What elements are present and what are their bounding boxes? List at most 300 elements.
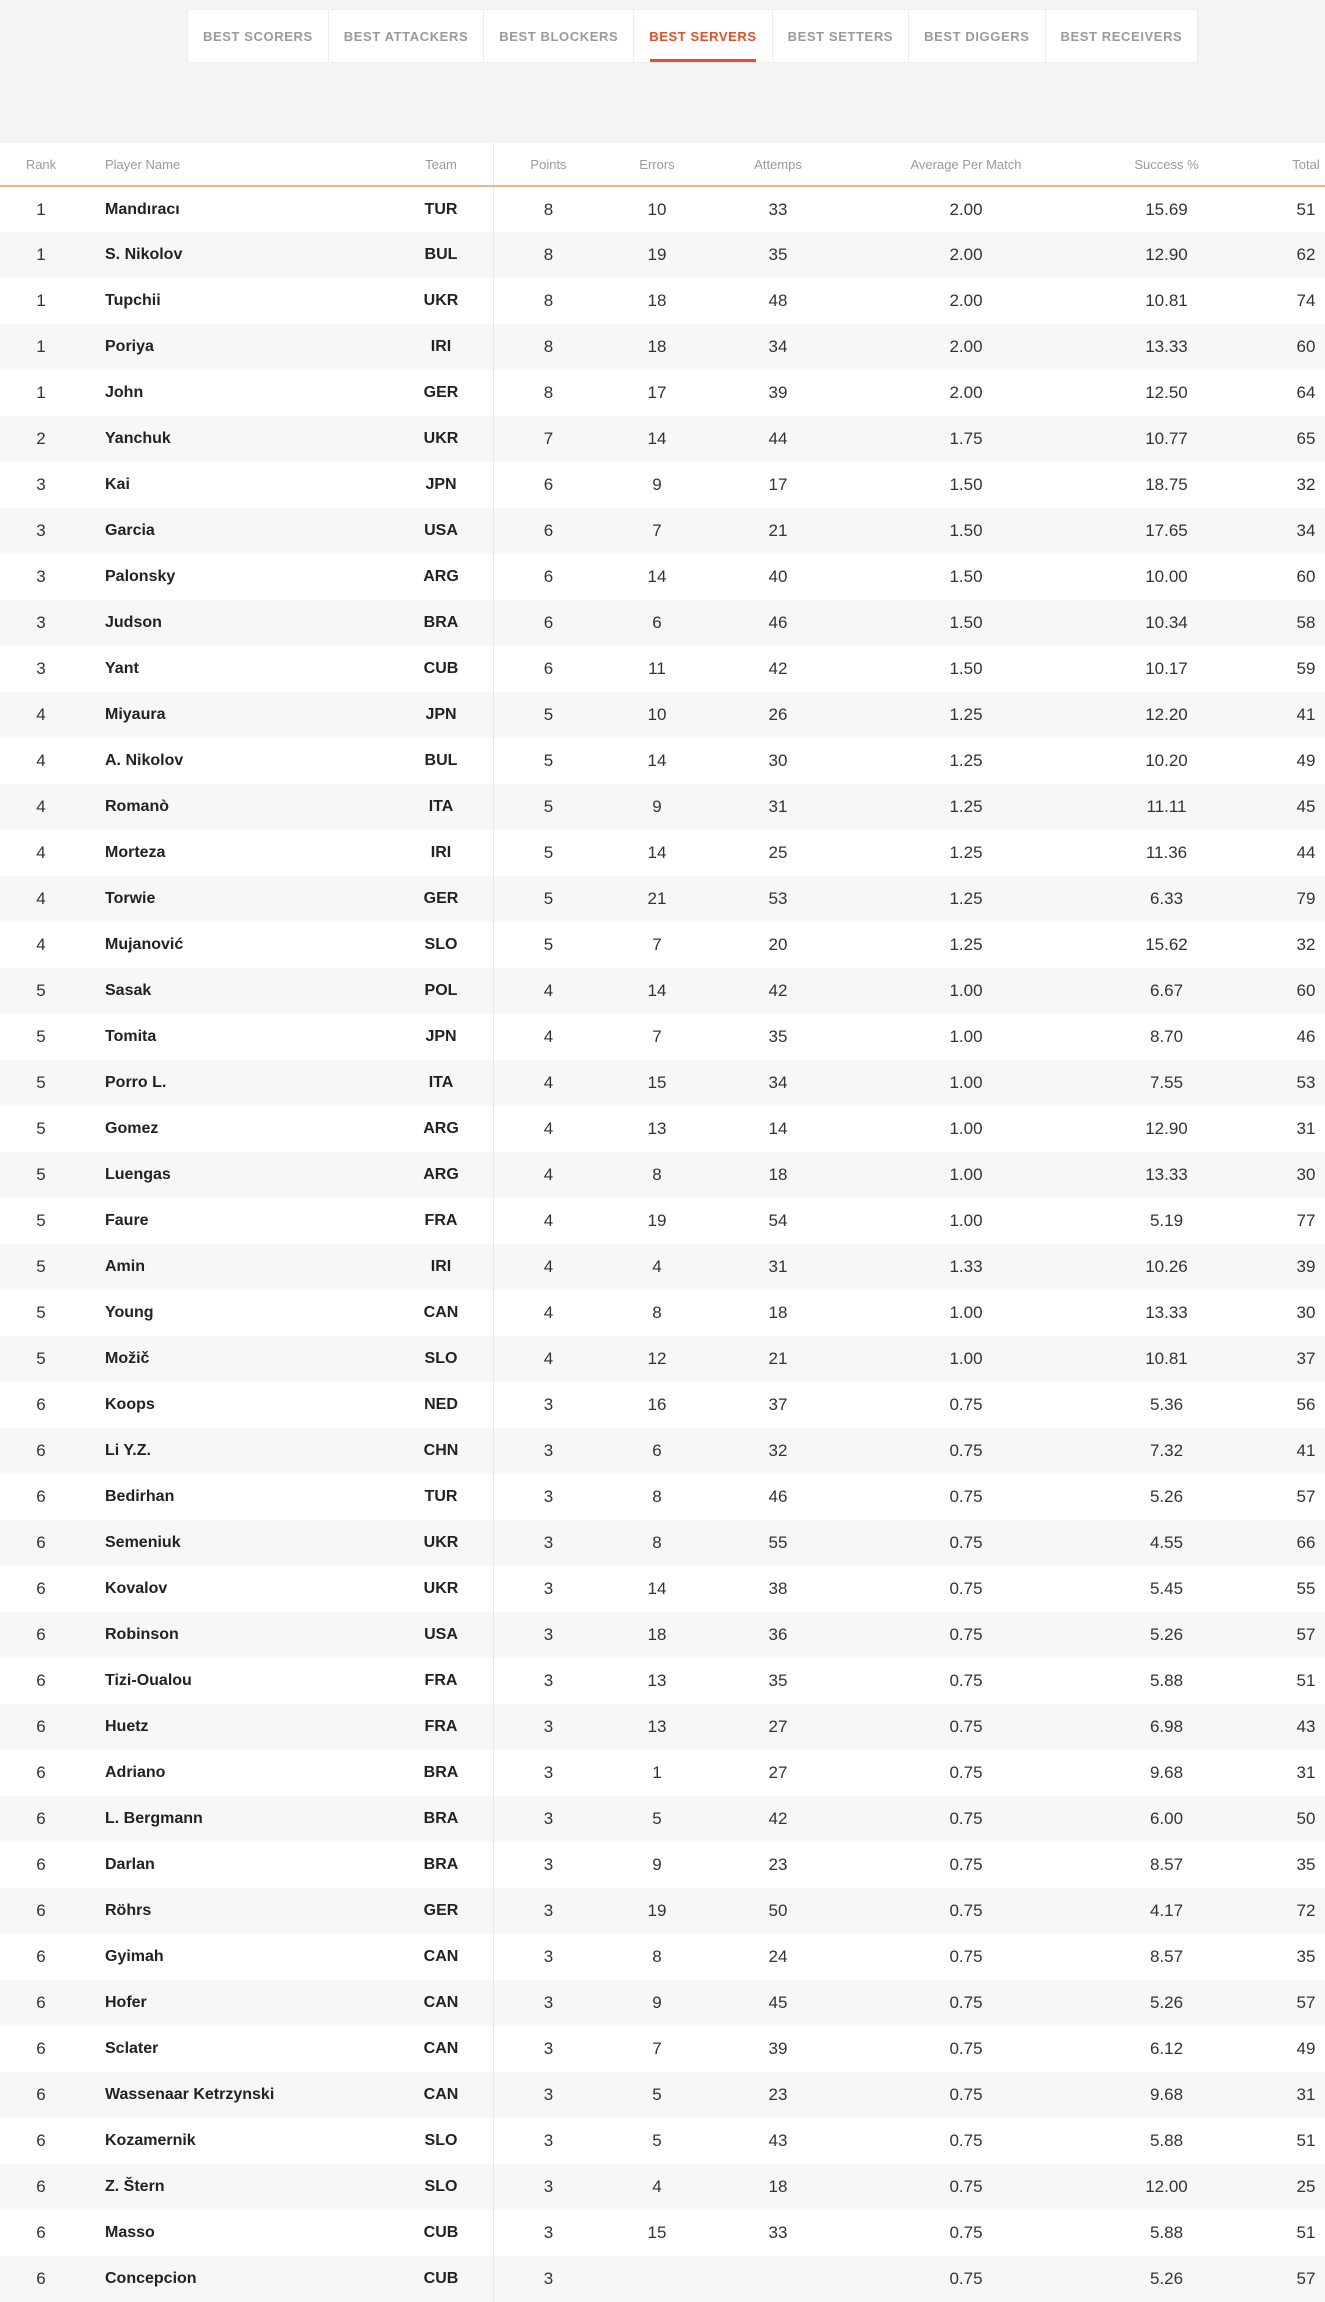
table-header-row xyxy=(0,143,1325,186)
cell-player-name: Röhrs xyxy=(105,1902,152,1919)
cell-average-per-match: 0.75 xyxy=(949,1809,983,1828)
column-header-rank[interactable]: Rank xyxy=(0,143,82,186)
cell-player-name: Luengas xyxy=(105,1166,171,1183)
cell-total: 49 xyxy=(1296,751,1316,770)
cell-team: UKR xyxy=(389,416,494,462)
cell-player-name: Judson xyxy=(105,614,162,631)
table-row xyxy=(0,922,1325,968)
cell-total: 51 xyxy=(1296,2131,1316,2150)
cell-errors: 11 xyxy=(648,659,666,678)
table-row xyxy=(0,1980,1325,2026)
cell-team: JPN xyxy=(389,462,494,508)
cell-attempts: 33 xyxy=(768,199,788,219)
cell-success-percent: 10.17 xyxy=(1145,659,1188,678)
cell-team: BRA xyxy=(389,1750,494,1796)
cell-errors: 5 xyxy=(652,2085,662,2104)
column-header-errors[interactable]: Errors xyxy=(603,143,711,186)
cell-rank: 4 xyxy=(36,889,46,908)
cell-average-per-match: 0.75 xyxy=(949,1855,983,1874)
cell-player-name: A. Nikolov xyxy=(105,752,184,769)
cell-rank: 6 xyxy=(36,1395,46,1414)
cell-average-per-match: 2.00 xyxy=(949,337,983,356)
cell-errors: 14 xyxy=(647,567,667,586)
cell-rank: 4 xyxy=(36,935,46,954)
cell-success-percent: 15.69 xyxy=(1145,199,1188,219)
cell-rank: 6 xyxy=(36,2223,46,2242)
cell-attempts: 42 xyxy=(768,981,788,1000)
cell-player-name: Gomez xyxy=(105,1120,159,1137)
cell-player-name: Možič xyxy=(105,1350,150,1367)
cell-points: 3 xyxy=(543,2223,554,2242)
cell-team: ITA xyxy=(389,784,494,830)
cell-player-name: Hofer xyxy=(105,1994,147,2011)
cell-success-percent: 10.81 xyxy=(1145,291,1188,310)
cell-player-name: Concepcion xyxy=(105,2270,197,2287)
table-row xyxy=(0,232,1325,278)
cell-player-name: Young xyxy=(105,1304,154,1321)
cell-rank: 6 xyxy=(36,1487,46,1506)
cell-rank: 1 xyxy=(36,383,46,402)
cell-attempts: 27 xyxy=(768,1763,788,1782)
cell-player-name: Koops xyxy=(105,1396,155,1413)
cell-total: 72 xyxy=(1296,1901,1316,1920)
cell-attempts: 21 xyxy=(768,1349,788,1368)
table-row xyxy=(0,1658,1325,1704)
cell-player-name: Semeniuk xyxy=(105,1534,181,1551)
cell-average-per-match: 0.75 xyxy=(949,1533,983,1552)
table-row xyxy=(0,554,1325,600)
cell-points: 3 xyxy=(543,2085,554,2104)
cell-total: 64 xyxy=(1296,383,1316,402)
table-row xyxy=(0,1704,1325,1750)
column-header-attempts[interactable]: Attemps xyxy=(711,143,845,186)
cell-success-percent: 13.33 xyxy=(1145,1165,1188,1184)
cell-attempts: 26 xyxy=(768,705,788,724)
table-row xyxy=(0,1336,1325,1382)
column-header-average-per-match[interactable]: Average Per Match xyxy=(845,143,1087,186)
cell-total: 57 xyxy=(1296,1993,1316,2012)
cell-player-name: Kozamernik xyxy=(105,2132,196,2149)
cell-success-percent: 4.17 xyxy=(1149,1901,1184,1920)
cell-player-name: Romanò xyxy=(105,798,169,815)
cell-points: 6 xyxy=(543,521,554,540)
cell-rank: 5 xyxy=(36,1165,46,1184)
cell-errors: 15 xyxy=(647,2223,667,2242)
cell-attempts: 33 xyxy=(768,2223,788,2242)
table-row xyxy=(0,876,1325,922)
cell-success-percent: 17.65 xyxy=(1145,521,1188,540)
table-row xyxy=(0,1888,1325,1934)
cell-average-per-match: 1.50 xyxy=(949,659,983,678)
cell-rank: 5 xyxy=(36,1211,46,1230)
column-header-points[interactable]: Points xyxy=(494,143,604,186)
cell-player-name: Mandıracı xyxy=(105,200,180,218)
cell-player-name: Torwie xyxy=(105,890,156,907)
cell-points: 5 xyxy=(543,843,554,862)
cell-average-per-match: 0.75 xyxy=(949,1625,983,1644)
table-row xyxy=(0,692,1325,738)
table-row xyxy=(0,2118,1325,2164)
table-row xyxy=(0,1014,1325,1060)
cell-total: 57 xyxy=(1296,2269,1316,2288)
cell-rank: 6 xyxy=(36,1901,46,1920)
cell-success-percent: 13.33 xyxy=(1145,1303,1188,1322)
cell-player-name: Amin xyxy=(105,1258,145,1275)
table-row xyxy=(0,1796,1325,1842)
table-row xyxy=(0,784,1325,830)
cell-total: 30 xyxy=(1296,1303,1316,1322)
table-row xyxy=(0,1106,1325,1152)
cell-average-per-match: 0.75 xyxy=(949,2039,983,2058)
cell-team: FRA xyxy=(389,1658,494,1704)
cell-attempts: 54 xyxy=(768,1211,788,1230)
cell-rank: 3 xyxy=(36,475,46,494)
cell-points: 5 xyxy=(543,889,554,908)
cell-team: CUB xyxy=(389,2210,494,2256)
cell-rank: 3 xyxy=(36,567,46,586)
cell-team: POL xyxy=(389,968,494,1014)
cell-points: 8 xyxy=(543,337,554,356)
cell-team: SLO xyxy=(389,1336,494,1382)
cell-player-name: Z. Štern xyxy=(105,2178,165,2195)
cell-team: ARG xyxy=(389,554,494,600)
cell-rank: 1 xyxy=(36,245,46,264)
cell-points: 3 xyxy=(543,2131,554,2150)
table-row xyxy=(0,1428,1325,1474)
cell-errors: 7 xyxy=(652,935,662,954)
cell-attempts: 46 xyxy=(768,613,788,632)
cell-points: 4 xyxy=(543,1165,554,1184)
cell-player-name: Kai xyxy=(105,476,130,493)
cell-rank: 1 xyxy=(36,337,46,356)
cell-player-name: Li Y.Z. xyxy=(105,1442,151,1459)
cell-player-name: Sclater xyxy=(105,2040,159,2057)
cell-success-percent: 6.12 xyxy=(1149,2039,1184,2058)
cell-total: 77 xyxy=(1296,1211,1316,1230)
cell-errors: 10 xyxy=(647,705,667,724)
cell-points: 3 xyxy=(543,1625,554,1644)
cell-rank: 6 xyxy=(36,1533,46,1552)
cell-attempts: 31 xyxy=(768,1257,788,1276)
cell-success-percent: 12.90 xyxy=(1145,1119,1188,1138)
cell-points: 5 xyxy=(543,797,554,816)
cell-team: BRA xyxy=(389,1842,494,1888)
cell-points: 5 xyxy=(543,935,554,954)
cell-average-per-match: 1.50 xyxy=(949,475,983,494)
cell-team: USA xyxy=(389,1612,494,1658)
cell-average-per-match: 1.50 xyxy=(949,521,983,540)
cell-attempts: 14 xyxy=(768,1119,788,1138)
cell-success-percent: 5.26 xyxy=(1149,1625,1184,1644)
stats-category-tabs xyxy=(187,9,1198,63)
tab-best-servers[interactable]: BEST SERVERS xyxy=(634,10,772,62)
cell-average-per-match: 1.25 xyxy=(949,889,983,908)
cell-errors: 14 xyxy=(647,751,667,770)
cell-team: CAN xyxy=(389,1290,494,1336)
best-servers-table xyxy=(0,143,1325,2302)
tab-best-blockers[interactable]: BEST BLOCKERS xyxy=(484,10,634,62)
cell-points: 4 xyxy=(543,981,554,1000)
cell-success-percent: 10.81 xyxy=(1145,1349,1188,1368)
cell-player-name: Tupchii xyxy=(105,292,161,309)
cell-points: 4 xyxy=(543,1027,554,1046)
cell-team: TUR xyxy=(389,1474,494,1520)
cell-points: 3 xyxy=(543,1855,554,1874)
cell-errors: 14 xyxy=(647,843,667,862)
cell-average-per-match: 0.75 xyxy=(949,1395,983,1414)
cell-rank: 4 xyxy=(36,843,46,862)
column-header-player-name[interactable]: Player Name xyxy=(82,143,389,186)
cell-errors: 8 xyxy=(652,1947,662,1966)
cell-average-per-match: 1.33 xyxy=(949,1257,983,1276)
column-header-success-percent[interactable]: Success % xyxy=(1087,143,1246,186)
cell-attempts: 31 xyxy=(768,797,788,816)
cell-success-percent: 15.62 xyxy=(1145,935,1188,954)
cell-rank: 5 xyxy=(36,1349,46,1368)
cell-average-per-match: 0.75 xyxy=(949,1901,983,1920)
cell-points: 3 xyxy=(543,1947,554,1966)
cell-points: 4 xyxy=(543,1349,554,1368)
cell-points: 3 xyxy=(543,1441,554,1460)
cell-player-name: Huetz xyxy=(105,1718,149,1735)
cell-attempts: 18 xyxy=(768,2177,788,2196)
cell-total: 35 xyxy=(1296,1855,1316,1874)
cell-player-name: Robinson xyxy=(105,1626,179,1643)
cell-average-per-match: 0.75 xyxy=(949,2269,983,2288)
cell-success-percent: 7.55 xyxy=(1149,1073,1184,1092)
table-row xyxy=(0,1612,1325,1658)
cell-team: SLO xyxy=(389,2164,494,2210)
tab-best-diggers[interactable]: BEST DIGGERS xyxy=(909,10,1045,62)
cell-total: 57 xyxy=(1296,1487,1316,1506)
cell-points: 3 xyxy=(543,2039,554,2058)
cell-team: BRA xyxy=(389,1796,494,1842)
cell-average-per-match: 0.75 xyxy=(949,1717,983,1736)
cell-total: 37 xyxy=(1296,1349,1316,1368)
cell-average-per-match: 0.75 xyxy=(949,1947,983,1966)
cell-points: 3 xyxy=(543,1809,554,1828)
table-row xyxy=(0,186,1325,232)
cell-player-name: Mujanović xyxy=(105,936,184,953)
cell-total: 31 xyxy=(1296,1763,1316,1782)
cell-success-percent: 10.00 xyxy=(1145,567,1188,586)
cell-team: CHN xyxy=(389,1428,494,1474)
cell-errors: 19 xyxy=(647,1211,667,1230)
cell-points: 4 xyxy=(543,1073,554,1092)
cell-points: 7 xyxy=(543,429,554,448)
cell-rank: 6 xyxy=(36,2177,46,2196)
tab-best-setters[interactable]: BEST SETTERS xyxy=(773,10,909,62)
cell-team: USA xyxy=(389,508,494,554)
cell-points: 8 xyxy=(543,383,554,402)
cell-rank: 4 xyxy=(36,751,46,770)
cell-player-name: Sasak xyxy=(105,982,152,999)
cell-attempts: 44 xyxy=(768,429,788,448)
cell-team: GER xyxy=(389,876,494,922)
cell-average-per-match: 2.00 xyxy=(949,291,983,310)
cell-total: 49 xyxy=(1296,2039,1316,2058)
cell-attempts: 53 xyxy=(768,889,788,908)
cell-team: CAN xyxy=(389,2072,494,2118)
cell-success-percent: 11.11 xyxy=(1146,797,1187,816)
cell-team: CUB xyxy=(389,646,494,692)
cell-rank: 5 xyxy=(36,981,46,1000)
cell-team: UKR xyxy=(389,1520,494,1566)
cell-rank: 6 xyxy=(36,1763,46,1782)
cell-errors: 5 xyxy=(652,2131,662,2150)
cell-total: 31 xyxy=(1296,2085,1316,2104)
cell-rank: 6 xyxy=(36,1717,46,1736)
table-row xyxy=(0,324,1325,370)
table-row xyxy=(0,1198,1325,1244)
cell-team: BUL xyxy=(389,232,494,278)
cell-average-per-match: 0.75 xyxy=(949,1993,983,2012)
cell-points: 5 xyxy=(543,705,554,724)
cell-errors: 16 xyxy=(647,1395,667,1414)
table-row xyxy=(0,738,1325,784)
cell-points: 3 xyxy=(543,1993,554,2012)
cell-points: 3 xyxy=(543,2177,554,2196)
cell-rank: 6 xyxy=(36,1579,46,1598)
cell-attempts: 55 xyxy=(768,1533,788,1552)
cell-points: 4 xyxy=(543,1303,554,1322)
cell-team: BUL xyxy=(389,738,494,784)
table-header xyxy=(0,143,1325,186)
cell-average-per-match: 1.00 xyxy=(949,1073,983,1092)
cell-attempts: 32 xyxy=(768,1441,788,1460)
cell-average-per-match: 0.75 xyxy=(949,1671,983,1690)
cell-team: BRA xyxy=(389,600,494,646)
cell-attempts: 48 xyxy=(768,291,788,310)
table-row xyxy=(0,1382,1325,1428)
cell-average-per-match: 1.00 xyxy=(949,1303,983,1322)
cell-average-per-match: 1.00 xyxy=(949,1027,983,1046)
cell-success-percent: 5.26 xyxy=(1149,1487,1184,1506)
cell-average-per-match: 1.25 xyxy=(949,797,983,816)
table-row xyxy=(0,2256,1325,2302)
cell-team: ARG xyxy=(389,1152,494,1198)
cell-player-name: John xyxy=(105,384,144,401)
cell-success-percent: 5.19 xyxy=(1149,1211,1184,1230)
cell-errors: 7 xyxy=(652,1027,662,1046)
cell-points: 6 xyxy=(543,567,554,586)
cell-player-name: Yant xyxy=(105,660,139,677)
table-row xyxy=(0,1750,1325,1796)
cell-team: IRI xyxy=(389,324,494,370)
cell-errors: 14 xyxy=(647,981,667,1000)
cell-team: UKR xyxy=(389,1566,494,1612)
cell-rank: 5 xyxy=(36,1119,46,1138)
cell-success-percent: 5.45 xyxy=(1149,1579,1184,1598)
cell-team: FRA xyxy=(389,1704,494,1750)
cell-success-percent: 5.36 xyxy=(1149,1395,1184,1414)
cell-success-percent: 12.20 xyxy=(1145,705,1188,724)
cell-player-name: Morteza xyxy=(105,844,166,861)
cell-errors: 18 xyxy=(647,1625,667,1644)
cell-attempts: 50 xyxy=(768,1901,788,1920)
cell-success-percent: 12.50 xyxy=(1145,383,1188,402)
cell-success-percent: 10.20 xyxy=(1145,751,1188,770)
cell-team: CAN xyxy=(389,2026,494,2072)
cell-success-percent: 6.00 xyxy=(1149,1809,1184,1828)
cell-average-per-match: 0.75 xyxy=(949,1487,983,1506)
cell-points: 3 xyxy=(543,1533,554,1552)
cell-rank: 6 xyxy=(36,1441,46,1460)
tab-best-receivers[interactable]: BEST RECEIVERS xyxy=(1060,28,1183,44)
cell-attempts: 39 xyxy=(768,383,788,402)
cell-errors: 10 xyxy=(647,199,667,219)
cell-total: 30 xyxy=(1296,1165,1316,1184)
cell-total: 25 xyxy=(1296,2177,1316,2196)
cell-total: 45 xyxy=(1296,797,1316,816)
cell-attempts: 38 xyxy=(768,1579,788,1598)
column-header-team[interactable]: Team xyxy=(389,143,494,186)
cell-attempts: 35 xyxy=(768,245,788,264)
cell-total: 58 xyxy=(1296,613,1316,632)
cell-errors: 18 xyxy=(647,337,667,356)
cell-errors: 6 xyxy=(652,613,662,632)
table-row xyxy=(0,2210,1325,2256)
cell-total: 51 xyxy=(1296,2223,1316,2242)
cell-player-name: Masso xyxy=(105,2224,155,2241)
column-header-total[interactable]: Total xyxy=(1246,143,1325,186)
cell-total: 60 xyxy=(1296,981,1316,1000)
cell-rank: 6 xyxy=(36,1993,46,2012)
cell-points: 6 xyxy=(543,475,554,494)
cell-team: GER xyxy=(389,370,494,416)
cell-success-percent: 5.26 xyxy=(1149,2269,1184,2288)
cell-points: 3 xyxy=(543,1395,554,1414)
cell-success-percent: 6.67 xyxy=(1149,981,1184,1000)
cell-errors xyxy=(603,2256,711,2302)
cell-errors: 8 xyxy=(652,1303,662,1322)
tab-best-scorers[interactable]: BEST SCORERS xyxy=(188,10,329,62)
cell-average-per-match: 1.25 xyxy=(949,935,983,954)
cell-total: 34 xyxy=(1296,521,1316,540)
cell-total: 53 xyxy=(1296,1073,1316,1092)
cell-team: NED xyxy=(389,1382,494,1428)
table-row xyxy=(0,1566,1325,1612)
cell-errors: 13 xyxy=(647,1119,667,1138)
cell-rank: 5 xyxy=(36,1027,46,1046)
cell-average-per-match: 0.75 xyxy=(949,2177,983,2196)
cell-total: 51 xyxy=(1296,199,1316,219)
table-row xyxy=(0,968,1325,1014)
cell-points: 5 xyxy=(543,751,554,770)
cell-success-percent: 13.33 xyxy=(1145,337,1188,356)
cell-success-percent: 5.26 xyxy=(1149,1993,1184,2012)
cell-success-percent: 5.88 xyxy=(1149,2131,1184,2150)
cell-total: 57 xyxy=(1296,1625,1316,1644)
cell-attempts: 37 xyxy=(768,1395,788,1414)
cell-average-per-match: 0.75 xyxy=(949,2223,983,2242)
cell-rank: 5 xyxy=(36,1257,46,1276)
cell-total: 41 xyxy=(1296,705,1316,724)
cell-errors: 13 xyxy=(647,1717,667,1736)
cell-success-percent: 5.88 xyxy=(1149,1671,1184,1690)
tab-best-attackers[interactable]: BEST ATTACKERS xyxy=(329,10,484,62)
cell-rank: 1 xyxy=(36,291,46,310)
cell-total: 59 xyxy=(1296,659,1316,678)
cell-success-percent: 9.68 xyxy=(1149,1763,1184,1782)
cell-total: 74 xyxy=(1296,291,1316,310)
cell-total: 66 xyxy=(1296,1533,1316,1552)
cell-errors: 19 xyxy=(647,1901,667,1920)
cell-average-per-match: 1.25 xyxy=(949,751,983,770)
cell-errors: 7 xyxy=(652,521,662,540)
cell-average-per-match: 0.75 xyxy=(949,1763,983,1782)
cell-total: 43 xyxy=(1296,1717,1316,1736)
